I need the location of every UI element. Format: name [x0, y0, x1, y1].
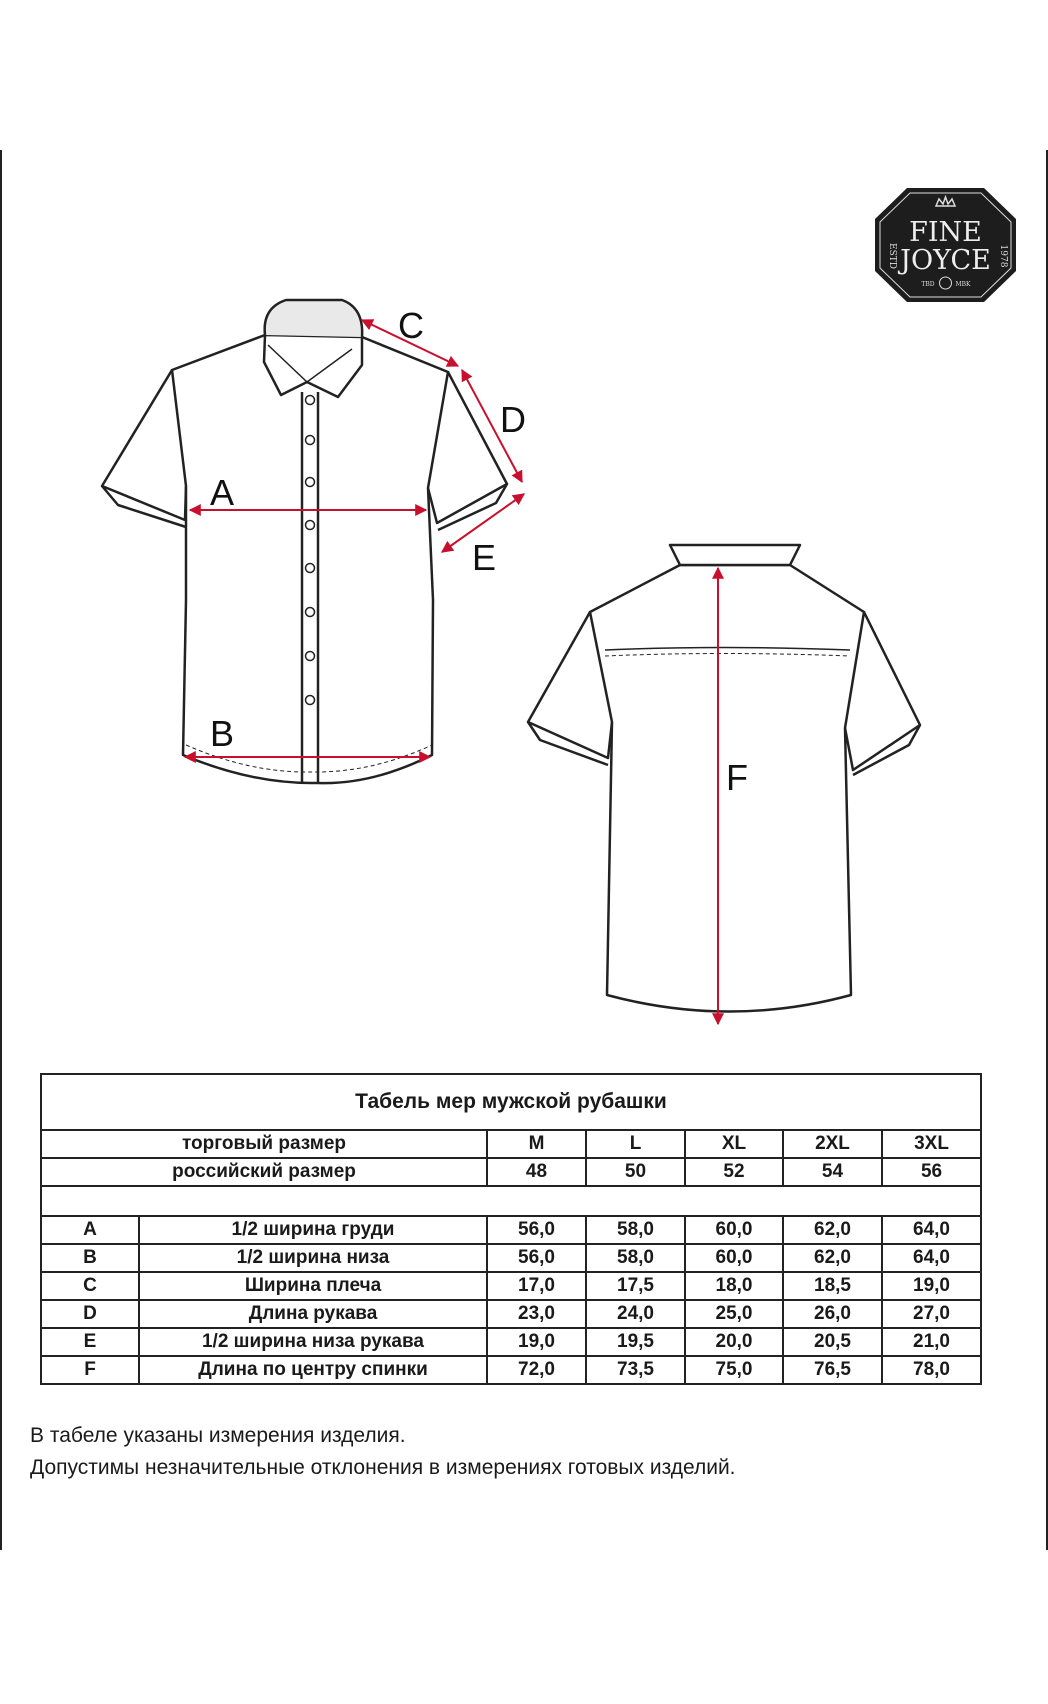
- row-value: 20,0: [685, 1328, 783, 1356]
- row-code: C: [41, 1272, 139, 1300]
- row-value: 20,5: [783, 1328, 882, 1356]
- row-name: 1/2 ширина груди: [139, 1216, 487, 1244]
- row-value: 64,0: [882, 1244, 981, 1272]
- brand-line-1: FINE: [909, 217, 982, 248]
- row-name: Длина по центру спинки: [139, 1356, 487, 1384]
- ru-size: 50: [586, 1158, 685, 1186]
- row-value: 64,0: [882, 1216, 981, 1244]
- row-value: 78,0: [882, 1356, 981, 1384]
- footnote-tolerance: Допустимы незначительные отклонения в измерениях готовых изделий.: [30, 1456, 736, 1479]
- table-row: [41, 1244, 981, 1272]
- table-row: [41, 1216, 981, 1244]
- ru-size: 48: [487, 1158, 586, 1186]
- row-value: 73,5: [586, 1356, 685, 1384]
- row-value: 19,5: [586, 1328, 685, 1356]
- row-value: 18,5: [783, 1272, 882, 1300]
- shirt-front-drawing: [102, 300, 507, 783]
- row-value: 76,5: [783, 1356, 882, 1384]
- row-value: 62,0: [783, 1244, 882, 1272]
- row-value: 56,0: [487, 1244, 586, 1272]
- ru-size-row: [41, 1158, 981, 1186]
- ru-size: 56: [882, 1158, 981, 1186]
- size-header: XL: [685, 1130, 783, 1158]
- size-header: L: [586, 1130, 685, 1158]
- row-value: 75,0: [685, 1356, 783, 1384]
- row-value: 26,0: [783, 1300, 882, 1328]
- row-value: 58,0: [586, 1216, 685, 1244]
- row-name: Длина рукава: [139, 1300, 487, 1328]
- shirt-back-drawing: [528, 545, 920, 1012]
- brand-year: 1978: [998, 244, 1008, 268]
- size-table: [40, 1073, 982, 1385]
- row-value: 17,5: [586, 1272, 685, 1300]
- row-name: Ширина плеча: [139, 1272, 487, 1300]
- label-b: B: [210, 713, 235, 754]
- row-code: E: [41, 1328, 139, 1356]
- row-value: 72,0: [487, 1356, 586, 1384]
- brand-line-2: JOYCE: [900, 245, 991, 276]
- label-d: D: [500, 399, 526, 440]
- row-value: 19,0: [882, 1272, 981, 1300]
- ru-size: 52: [685, 1158, 783, 1186]
- label-e: E: [472, 537, 497, 578]
- row-code: B: [41, 1244, 139, 1272]
- size-header: 2XL: [783, 1130, 882, 1158]
- row-value: 60,0: [685, 1244, 783, 1272]
- label-f: F: [726, 757, 748, 798]
- brand-estd: ESTD: [887, 243, 897, 269]
- trade-size-row: [41, 1130, 981, 1158]
- row-value: 18,0: [685, 1272, 783, 1300]
- row-value: 21,0: [882, 1328, 981, 1356]
- size-header: 3XL: [882, 1130, 981, 1158]
- row-name: 1/2 ширина низа: [139, 1244, 487, 1272]
- row-value: 60,0: [685, 1216, 783, 1244]
- row-name: 1/2 ширина низа рукава: [139, 1328, 487, 1356]
- table-row: [41, 1356, 981, 1384]
- brand-mbk: MBK: [955, 281, 971, 288]
- row-code: A: [41, 1216, 139, 1244]
- table-row: [41, 1300, 981, 1328]
- row-value: 25,0: [685, 1300, 783, 1328]
- label-a: A: [210, 472, 235, 513]
- ru-size-label: российский размер: [41, 1158, 487, 1186]
- ru-size: 54: [783, 1158, 882, 1186]
- row-code: F: [41, 1356, 139, 1384]
- row-value: 23,0: [487, 1300, 586, 1328]
- table-row: [41, 1328, 981, 1356]
- row-value: 24,0: [586, 1300, 685, 1328]
- row-value: 19,0: [487, 1328, 586, 1356]
- row-value: 56,0: [487, 1216, 586, 1244]
- row-value: 58,0: [586, 1244, 685, 1272]
- row-code: D: [41, 1300, 139, 1328]
- label-c: C: [398, 305, 424, 346]
- brand-tbd: TBD: [921, 281, 935, 288]
- size-header: M: [487, 1130, 586, 1158]
- row-value: 17,0: [487, 1272, 586, 1300]
- row-value: 62,0: [783, 1216, 882, 1244]
- row-value: 27,0: [882, 1300, 981, 1328]
- spacer-row: [41, 1186, 981, 1216]
- trade-size-label: торговый размер: [41, 1130, 487, 1158]
- footnote-measurements: В табеле указаны измерения изделия.: [30, 1424, 406, 1447]
- table-title: Табель мер мужской рубашки: [41, 1074, 981, 1130]
- table-row: [41, 1272, 981, 1300]
